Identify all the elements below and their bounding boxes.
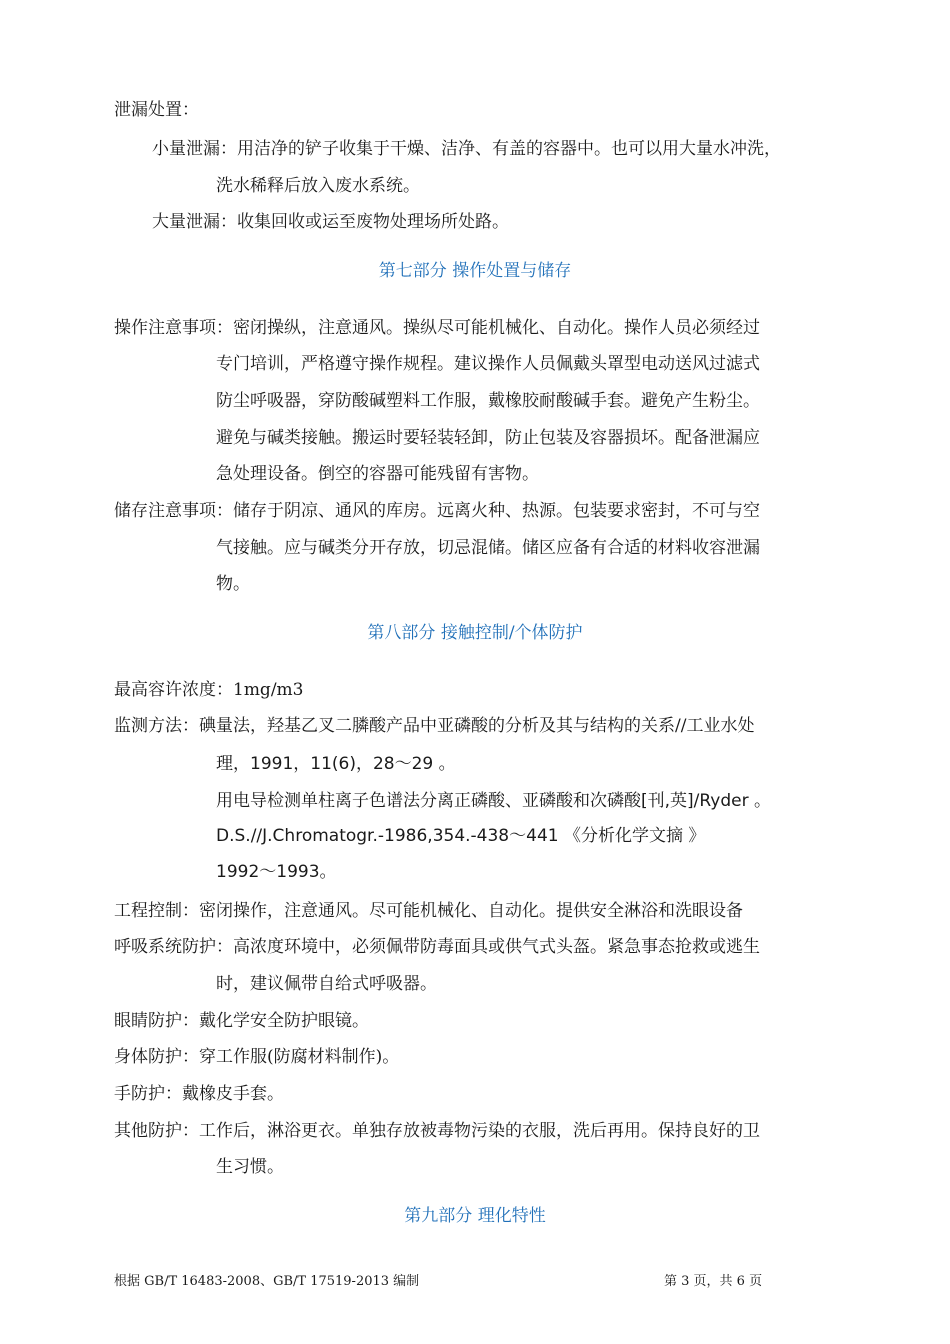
respiratory-line-2: 时，建议佩带自给式呼吸器。 (216, 974, 437, 994)
monitoring-line-1: 监测方法：碘量法，羟基乙叉二膦酸产品中亚磷酸的分析及其与结构的关系//工业水处 (114, 716, 755, 736)
body-protection: 身体防护：穿工作服(防腐材料制作)。 (114, 1047, 400, 1067)
storage-line-3: 物。 (216, 574, 250, 594)
other-protection-line-1: 其他防护：工作后，淋浴更衣。单独存放被毒物污染的衣服，洗后再用。保持良好的卫 (114, 1121, 760, 1141)
respiratory-line-1: 呼吸系统防护：高浓度环境中，必须佩带防毒面具或供气式头盔。紧急事态抢救或逃生 (114, 937, 760, 957)
other-protection-line-2: 生习惯。 (216, 1157, 284, 1177)
operation-line-1: 操作注意事项：密闭操纵，注意通风。操纵尽可能机械化、自动化。操作人员必须经过 (114, 318, 760, 338)
small-leak-line-1: 小量泄漏：用洁净的铲子收集于干燥、洁净、有盖的容器中。也可以用大量水冲洗， (152, 139, 781, 159)
section-8-heading: 第八部分 接触控制/个体防护 (367, 623, 583, 643)
storage-line-1: 储存注意事项：储存于阴凉、通风的库房。远离火种、热源。包装要求密封，不可与空 (114, 501, 760, 521)
small-leak-line-2: 洗水稀释后放入废水系统。 (216, 176, 420, 196)
footer-page-number: 第 3 页，共 6 页 (664, 1274, 763, 1289)
storage-line-2: 气接触。应与碱类分开存放，切忌混储。储区应备有合适的材料收容泄漏 (216, 538, 760, 558)
monitoring-line-2: 理，1991，11(6)，28～29 。 (216, 754, 456, 774)
monitoring-line-3: 用电导检测单柱离子色谱法分离正磷酸、亚磷酸和次磷酸[刊,英]/Ryder 。 (216, 791, 771, 811)
operation-line-4: 避免与碱类接触。搬运时要轻装轻卸，防止包装及容器损坏。配备泄漏应 (216, 428, 760, 448)
operation-line-3: 防尘呼吸器，穿防酸碱塑料工作服，戴橡胶耐酸碱手套。避免产生粉尘。 (216, 391, 760, 411)
monitoring-line-5: 1992～1993。 (216, 862, 337, 882)
eye-protection: 眼睛防护：戴化学安全防护眼镜。 (114, 1011, 369, 1031)
monitoring-line-4: D.S.//J.Chromatogr.-1986,354.-438～441 《分析化学文摘 》 (216, 826, 706, 846)
leak-title: 泄漏处置： (114, 100, 199, 120)
engineering-control: 工程控制：密闭操作，注意通风。尽可能机械化、自动化。提供安全淋浴和洗眼设备 (114, 901, 743, 921)
large-leak: 大量泄漏：收集回收或运至废物处理场所处路。 (152, 212, 509, 232)
footer-standard: 根据 GB/T 16483-2008、GB/T 17519-2013 编制 (114, 1274, 420, 1289)
operation-line-2: 专门培训，严格遵守操作规程。建议操作人员佩戴头罩型电动送风过滤式 (216, 354, 760, 374)
section-9-heading: 第九部分 理化特性 (404, 1206, 546, 1226)
operation-line-5: 急处理设备。倒空的容器可能残留有害物。 (216, 464, 539, 484)
max-concentration: 最高容许浓度：1mg/m3 (114, 680, 304, 700)
section-7-heading: 第七部分 操作处置与储存 (378, 261, 572, 281)
hand-protection: 手防护：戴橡皮手套。 (114, 1084, 284, 1104)
